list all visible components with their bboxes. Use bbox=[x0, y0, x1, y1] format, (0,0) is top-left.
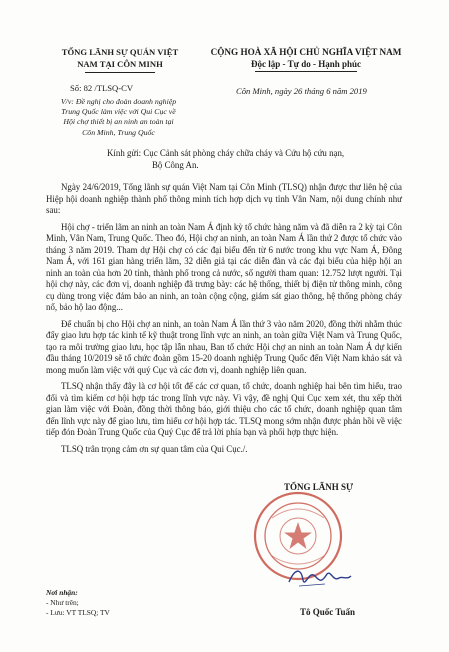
subject-line-3: Hội chợ thiết bị an ninh an toàn tại bbox=[63, 117, 174, 127]
recipients-title: Nơi nhận: bbox=[46, 588, 78, 597]
recipients-list bbox=[46, 588, 110, 618]
agency-line-1: TỔNG LÃNH SỰ QUÁN VIỆT bbox=[61, 47, 179, 57]
subject-line-1: V/v: Đề nghị cho đoàn doanh nghiệp bbox=[60, 97, 177, 106]
motto: Độc lập - Tự do - Hạnh phúc bbox=[250, 59, 361, 69]
addressee bbox=[107, 148, 344, 171]
handwritten-signature-icon bbox=[285, 562, 355, 592]
subject bbox=[46, 97, 191, 138]
document-number: Số: 82 /TLSQ-CV bbox=[70, 83, 134, 93]
addressee-line-2: Bộ Công An. bbox=[152, 159, 199, 170]
letter-body bbox=[46, 182, 402, 460]
agency-line-2: NAM TẠI CÔN MINH bbox=[77, 59, 163, 69]
document-date: Côn Minh, ngày 26 tháng 6 năm 2019 bbox=[236, 86, 367, 96]
paragraph-3: Để chuẩn bị cho Hội chợ an ninh, an toàn Nam Á lần thứ 3 vào năm 2020, đồng thời nhằm thúc đẩy giao lưu hợp tác kinh tế kỹ thuật trong lĩnh vực an ninh, an toàn giữa Việt Nam và Trung Quốc, tạo ra môi trường giao lưu, học tập lẫn nhau, Ban tổ chức Hội chợ an ninh an toàn Nam Á dự kiến đầu tháng 10/2019 sẽ tổ chức đoàn gồm 15-20 doanh nghiệp Trung Quốc đến Việt Nam khảo sát và mong muốn làm việc với quý Cục và các đơn vị, doanh nghiệp liên quan. bbox=[46, 318, 402, 375]
nation-title: CỘNG HOÀ XÃ HỘI CHỦ NGHĨA VIỆT NAM bbox=[210, 47, 402, 57]
paragraph-5: TLSQ trân trọng cảm ơn sự quan tâm của Qui Cục./. bbox=[61, 443, 248, 454]
paragraph-4: TLSQ nhận thấy đây là cơ hội tốt để các cơ quan, tổ chức, doanh nghiệp hai bên tìm hiểu, trao đổi và tìm kiếm cơ hội hợp tác trong lĩnh vực này. Vì vậy, đề nghị Qui Cục xem xét, thu xếp thời gian làm việc với Đoàn, đồng thời thông báo, giới thiệu cho các tổ chức, doanh nghiệp quan tâm đến lĩnh vực này để giao lưu, tìm hiểu cơ hội hợp tác. TLSQ mong sớm nhận được phản hồi về việc tiếp đón Đoàn Trung Quốc của Quý Cục để trả lời phía bạn và phối hợp thực hiện. bbox=[46, 381, 402, 437]
motto-underline bbox=[255, 71, 357, 72]
paragraph-1: Ngày 24/6/2019, Tổng lãnh sự quán Việt Nam tại Côn Minh (TLSQ) nhận được thư liên hệ của Hiệp hội doanh nghiệp thành phố thông minh tích hợp dịch vụ tỉnh Vân Nam, nội dung chính như sau: bbox=[46, 182, 402, 215]
agency-underline bbox=[85, 72, 155, 73]
issuing-agency bbox=[46, 46, 194, 73]
national-motto bbox=[190, 46, 422, 72]
addressee-line-1: Kính gửi: Cục Cảnh sát phòng cháy chữa cháy và Cứu hộ cứu nạn, bbox=[107, 148, 345, 158]
signer-name: Tô Quốc Tuấn bbox=[300, 607, 356, 617]
subject-line-4: Côn Minh, Trung Quốc bbox=[82, 127, 155, 137]
recipient-item-1: - Như trên; bbox=[46, 598, 79, 607]
recipient-item-2: - Lưu: VT TLSQ; TV bbox=[46, 608, 110, 617]
paragraph-2: Hội chợ - triển lãm an ninh an toàn Nam Á định kỳ tổ chức hàng năm và đã diễn ra 2 kỳ tại Côn Minh, Vân Nam, Trung Quốc. Theo đó, Hội chợ an ninh, an toàn Nam Á lần thứ 2 được tổ chức vào tháng 3 năm 2019. Tham dự Hội chợ có các đại biểu đến từ 6 nước trong khu vực Nam Á, Đông Nam Á, với 161 gian hàng triển lãm, 32 diễn giả tại các diễn đàn và các đại biểu của hiệp hội an ninh an toàn của hơn 20 tỉnh, thành phố trong cả nước, số người tham quan: 12.752 lượt người. Tại hội chợ này, các đơn vị, doanh nghiệp đã trưng bày: các hệ thống, thiết bị điện tử thông minh, công cụ dùng trong việc đảm bảo an ninh, an toàn cộng cộng, giám sát giao thông, hệ thống phòng cháy nổ, bảo hộ lao động... bbox=[46, 221, 402, 312]
subject-line-2: Trung Quốc làm việc với Qui Cục về bbox=[61, 107, 176, 117]
signature-title: TỔNG LÃNH SỰ bbox=[284, 482, 354, 492]
